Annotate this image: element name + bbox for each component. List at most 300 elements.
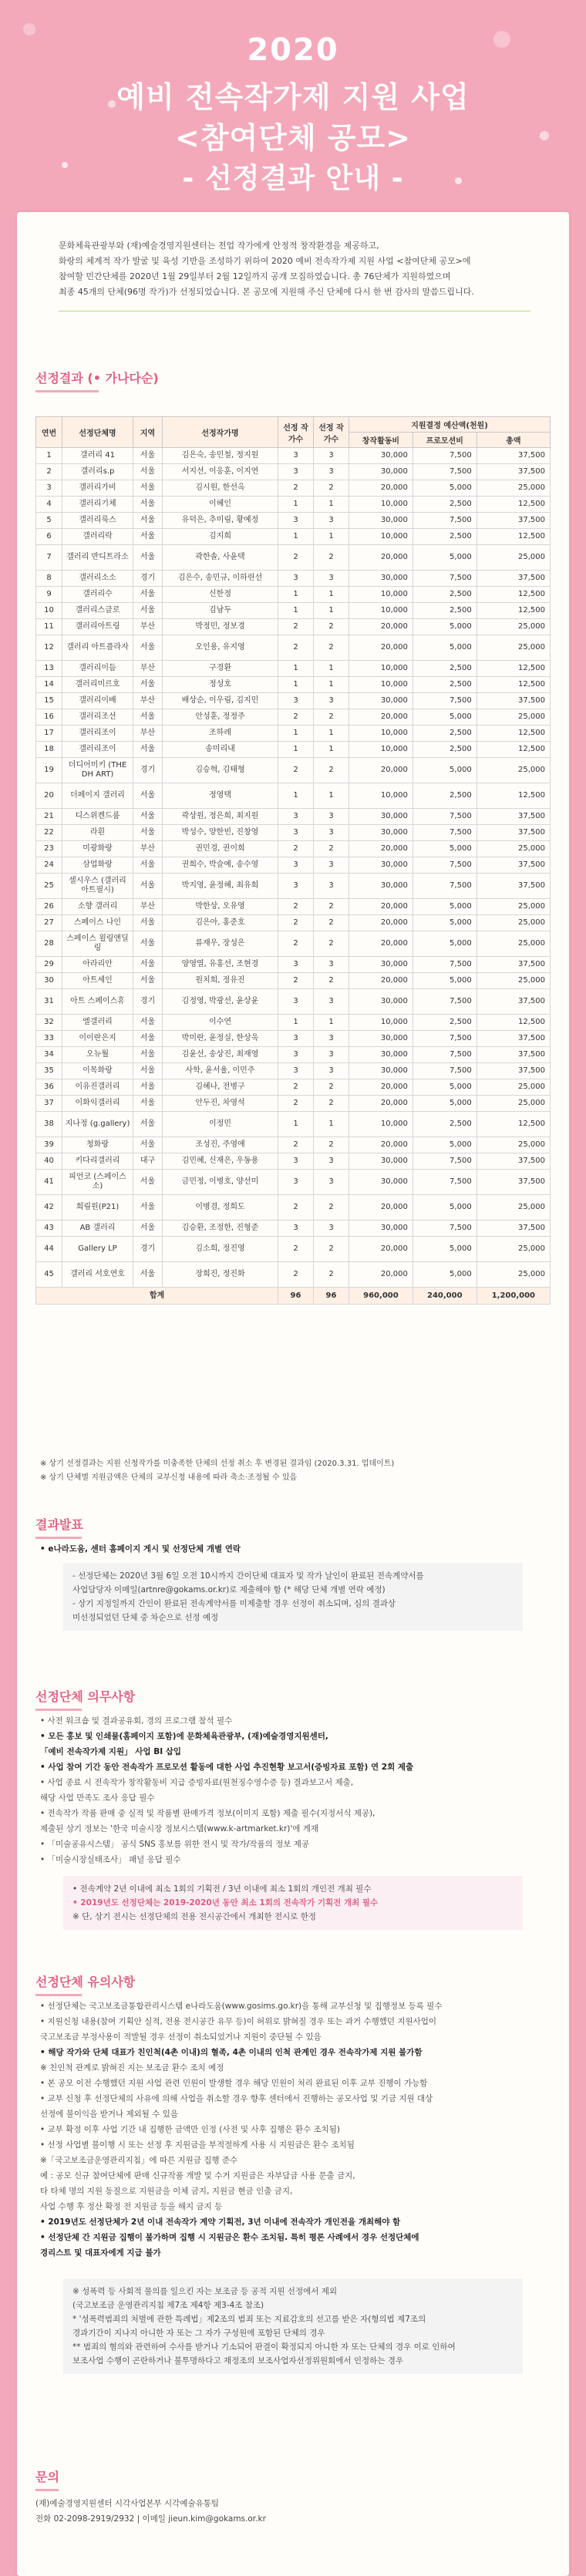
- cell-sel-writers: 2: [314, 1079, 349, 1096]
- cell-sel-writers: 1: [314, 1015, 349, 1031]
- cell-budget-c: 12,500: [477, 603, 550, 619]
- cell-artists: 류재우, 장성은: [163, 931, 278, 957]
- cell-artists: 김은숙, 송민철, 정지원: [163, 448, 278, 464]
- cell-budget-a: 10,000: [349, 661, 413, 677]
- cell-org: 미광화랑: [62, 841, 133, 857]
- cell-sel-writers: 2: [314, 1237, 349, 1262]
- col-budget-b: 프로모션비: [413, 433, 477, 448]
- cell-budget-b: 7,500: [413, 1170, 477, 1195]
- cell-budget-c: 25,000: [477, 841, 550, 857]
- table-row: [36, 1079, 551, 1096]
- cell-sel-writers: 3: [314, 513, 349, 529]
- cell-budget-b: 2,500: [413, 661, 477, 677]
- cell-no: 29: [36, 957, 62, 973]
- cell-org: 갤러리 41: [62, 448, 133, 464]
- matters-line: 해당 사업 만족도 조사 응답 필수: [40, 1793, 155, 1803]
- cell-budget-c: 37,500: [477, 1047, 550, 1063]
- cell-budget-a: 30,000: [349, 1047, 413, 1063]
- table-row: [36, 1015, 551, 1031]
- cell-sel-artists: 2: [278, 915, 314, 931]
- cell-budget-c: 12,500: [477, 1015, 550, 1031]
- cell-sel-writers: 3: [314, 957, 349, 973]
- cell-no: 45: [36, 1262, 62, 1288]
- table-row: [36, 809, 551, 825]
- cell-budget-c: 37,500: [477, 448, 550, 464]
- contact-title: 문의: [35, 2470, 59, 2484]
- cell-sel-artists: 2: [278, 480, 314, 497]
- cell-region: 부산: [133, 661, 163, 677]
- cell-artists: 김지희: [163, 529, 278, 545]
- cell-budget-c: 25,000: [477, 1096, 550, 1112]
- cell-budget-c: 37,500: [477, 809, 550, 825]
- cell-sel-writers: 1: [314, 587, 349, 603]
- cautions-line: • 선정단체 간 지원금 집행이 불가하며 집행 시 지원금은 환수 조치됨. 특히 평론 사례에서 경우 선정단체에: [40, 2233, 419, 2242]
- cell-org: 오뉴월: [62, 1047, 133, 1063]
- matters-line: • 「미술공유시스템」 공식 SNS 홍보를 위한 전시 및 작가/작품의 정보 제공: [40, 1840, 310, 1849]
- cell-artists: 김윤선, 송상진, 최재영: [163, 1047, 278, 1063]
- header-caption: - 선정결과 안내 -: [182, 163, 404, 194]
- cell-budget-b: 5,000: [413, 758, 477, 783]
- cell-budget-a: 20,000: [349, 1195, 413, 1221]
- cell-budget-b: 7,500: [413, 1221, 477, 1237]
- cell-budget-a: 20,000: [349, 480, 413, 497]
- table-row: [36, 1137, 551, 1153]
- cell-sel-artists: 3: [278, 1221, 314, 1237]
- cell-no: 27: [36, 915, 62, 931]
- cell-budget-c: 12,500: [477, 1112, 550, 1137]
- col-no: 연번: [36, 417, 62, 448]
- cautions-line: 선정에 불이익을 받거나 제외될 수 있음: [40, 2110, 178, 2119]
- cell-budget-c: 37,500: [477, 857, 550, 874]
- cautions-line: • 본 공모 이전 수행했던 지원 사업 관련 민원이 발생할 경우 해당 민원이 처리 완료된 이후 교부 진행이 가능함: [40, 2079, 428, 2088]
- table-row: [36, 677, 551, 693]
- cell-org: 청화랑: [62, 1137, 133, 1153]
- cell-budget-c: 37,500: [477, 513, 550, 529]
- cell-sel-artists: 2: [278, 1079, 314, 1096]
- cell-no: 44: [36, 1237, 62, 1262]
- cell-org: 라흰: [62, 825, 133, 841]
- cell-region: 서울: [133, 1096, 163, 1112]
- cell-org: 소향 갤러리: [62, 899, 133, 915]
- cell-artists: 신한정: [163, 587, 278, 603]
- cell-sel-writers: 2: [314, 1096, 349, 1112]
- cell-budget-c: 25,000: [477, 973, 550, 989]
- table-row: [36, 825, 551, 841]
- cell-region: 서울: [133, 931, 163, 957]
- cell-org: 이이란은지: [62, 1031, 133, 1047]
- cell-no: 8: [36, 571, 62, 587]
- results-table-body: [36, 448, 551, 1288]
- table-row: [36, 1237, 551, 1262]
- cell-artists: 양영열, 유홍선, 조현경: [163, 957, 278, 973]
- cell-sel-writers: 2: [314, 931, 349, 957]
- results-note: ※ 상기 단체별 지원금액은 단체의 교부신청 내용에 따라 축소·조정될 수 있음: [40, 1473, 298, 1482]
- cell-budget-b: 2,500: [413, 677, 477, 693]
- table-row: [36, 1031, 551, 1047]
- cautions-line: 타 타체 명의 지원 동질으로 지원금을 이체 금지, 지원금 현금 인출 금지,: [40, 2187, 293, 2196]
- cell-sel-artists: 2: [278, 973, 314, 989]
- cell-budget-a: 10,000: [349, 587, 413, 603]
- table-row: [36, 899, 551, 915]
- cell-budget-a: 10,000: [349, 529, 413, 545]
- cell-budget-a: 30,000: [349, 1063, 413, 1079]
- cell-org: 엘갤러리: [62, 1015, 133, 1031]
- cell-org: 갤러리락: [62, 529, 133, 545]
- cell-no: 16: [36, 709, 62, 726]
- table-row: [36, 1195, 551, 1221]
- cell-budget-b: 5,000: [413, 1137, 477, 1153]
- table-row: [36, 973, 551, 989]
- cell-sel-artists: 2: [278, 1262, 314, 1288]
- cell-no: 31: [36, 989, 62, 1015]
- cell-no: 42: [36, 1195, 62, 1221]
- table-row: [36, 1047, 551, 1063]
- cell-org: 더디어미키 (THE DH ART): [62, 758, 133, 783]
- header-title: 예비 전속작가제 지원 사업: [116, 80, 470, 114]
- cell-artists: 김승환, 조정한, 진형준: [163, 1221, 278, 1237]
- cell-artists: 권민경, 권이희: [163, 841, 278, 857]
- cell-region: 부산: [133, 693, 163, 709]
- cell-budget-c: 37,500: [477, 693, 550, 709]
- cell-org: 지나정 (g.gallery): [62, 1112, 133, 1137]
- cell-org: 갤러리s.p: [62, 464, 133, 480]
- cell-sel-artists: 3: [278, 464, 314, 480]
- cautions-title: 선정단체 유의사항: [35, 1975, 136, 1989]
- cell-sel-writers: 1: [314, 497, 349, 513]
- cell-budget-c: 37,500: [477, 1221, 550, 1237]
- cell-region: 서울: [133, 1079, 163, 1096]
- table-row: [36, 1170, 551, 1195]
- cell-no: 35: [36, 1063, 62, 1079]
- cell-artists: 김남두: [163, 603, 278, 619]
- cell-artists: 오인용, 유지영: [163, 635, 278, 661]
- cell-sel-writers: 2: [314, 619, 349, 635]
- intro-line: 최종 45개의 단체(96명 작가)가 선정되었습니다. 본 공모에 지원해 주신 단체에 다시 한 번 감사의 말씀드립니다.: [59, 287, 474, 297]
- cell-region: 서울: [133, 1031, 163, 1047]
- cell-sel-writers: 1: [314, 529, 349, 545]
- cell-budget-b: 2,500: [413, 783, 477, 809]
- cautions-note: ** 범죄의 혐의와 관련하여 수사를 받거나 기소되어 판결이 확정되지 아니한 자 또는 단체의 경우 이로 인하여: [72, 2342, 456, 2352]
- cell-region: 부산: [133, 726, 163, 742]
- cell-sel-writers: 3: [314, 874, 349, 899]
- cautions-heading: [35, 1972, 135, 1996]
- cell-sel-writers: 1: [314, 661, 349, 677]
- cell-no: 39: [36, 1137, 62, 1153]
- cell-org: 갤러리조이: [62, 742, 133, 758]
- cell-org: 더페이지 갤러리: [62, 783, 133, 809]
- cell-budget-a: 30,000: [349, 874, 413, 899]
- announce-box: [63, 1563, 523, 1631]
- cell-artists: 사학, 윤서율, 이민주: [163, 1063, 278, 1079]
- announce-line: • e나라도움, 센터 홈페이지 게시 및 선정단체 개별 연락: [40, 1544, 241, 1554]
- cell-budget-a: 30,000: [349, 1221, 413, 1237]
- cautions-line: ※「국고보조금운영관리지침」에 따른 지원금 집행 준수: [40, 2156, 238, 2165]
- cautions-line: • 지원신청 내용(참여 기획안 실적, 전용 전시공간 유무 등)이 허위로 밝혀질 경우 또는 과거 수행했던 지원사업이: [40, 2017, 437, 2026]
- cell-region: 부산: [133, 899, 163, 915]
- cell-sel-artists: 3: [278, 513, 314, 529]
- cell-budget-b: 7,500: [413, 571, 477, 587]
- cell-budget-a: 10,000: [349, 783, 413, 809]
- cell-org: 갤러리미르호: [62, 677, 133, 693]
- cell-budget-b: 5,000: [413, 709, 477, 726]
- cell-budget-c: 37,500: [477, 1063, 550, 1079]
- cell-org: 아트세인: [62, 973, 133, 989]
- announce-body: [40, 1541, 546, 1557]
- cell-no: 14: [36, 677, 62, 693]
- cell-no: 43: [36, 1221, 62, 1237]
- cell-org: 이화익갤러리: [62, 1096, 133, 1112]
- cell-org: 갤러리스클로: [62, 603, 133, 619]
- cell-no: 41: [36, 1170, 62, 1195]
- cell-budget-c: 37,500: [477, 1170, 550, 1195]
- cautions-line: 국고보조금 부정사용이 적발될 경우 선정이 취소되었거나 지원이 중단될 수 있음: [40, 2032, 322, 2042]
- cell-budget-c: 25,000: [477, 1262, 550, 1288]
- intro-text: [59, 238, 530, 311]
- cell-sel-artists: 3: [278, 1031, 314, 1047]
- cautions-line: 사업 수행 후 정산 확정 전 지원금 등을 해지 금지 등: [40, 2202, 223, 2211]
- cell-artists: 정성호: [163, 677, 278, 693]
- cell-budget-b: 7,500: [413, 513, 477, 529]
- cell-sel-writers: 1: [314, 603, 349, 619]
- cell-region: 서울: [133, 1112, 163, 1137]
- cell-artists: 곽상원, 정은희, 최지원: [163, 809, 278, 825]
- cell-org: AB 갤러리: [62, 1221, 133, 1237]
- cell-sel-artists: 1: [278, 726, 314, 742]
- cell-artists: 장희진, 정진화: [163, 1262, 278, 1288]
- cell-budget-c: 25,000: [477, 1195, 550, 1221]
- table-row: [36, 1096, 551, 1112]
- cell-sel-writers: 3: [314, 693, 349, 709]
- cell-budget-b: 5,000: [413, 841, 477, 857]
- cell-org: Gallery LP: [62, 1237, 133, 1262]
- cell-artists: 권희수, 박슬예, 송수영: [163, 857, 278, 874]
- cell-budget-a: 20,000: [349, 635, 413, 661]
- cell-org: 피언코 (스페이스소): [62, 1170, 133, 1195]
- cell-org: 갤러리 서호연호: [62, 1262, 133, 1288]
- cell-region: 서울: [133, 635, 163, 661]
- cell-budget-b: 2,500: [413, 742, 477, 758]
- cell-no: 24: [36, 857, 62, 874]
- cell-sel-writers: 2: [314, 635, 349, 661]
- cell-region: 서울: [133, 742, 163, 758]
- col-artists: 선정작가명: [163, 417, 278, 448]
- matters-line: 제출된 상기 정보는 '한국 미술시장 정보시스템(www.k-artmarket.kr)'에 게재: [40, 1824, 319, 1834]
- cell-org: 키다리갤러리: [62, 1153, 133, 1170]
- cell-sel-writers: 3: [314, 809, 349, 825]
- cell-budget-c: 25,000: [477, 709, 550, 726]
- content-paper: [17, 212, 569, 2576]
- cell-no: 30: [36, 973, 62, 989]
- cell-no: 19: [36, 758, 62, 783]
- cell-budget-b: 7,500: [413, 1047, 477, 1063]
- matters-line: • 사업 종료 시 전속작가 창작활동비 지급 증빙자료(원천징수영수증 등) 결과보고서 제출,: [40, 1778, 354, 1787]
- cell-no: 23: [36, 841, 62, 857]
- cell-budget-a: 20,000: [349, 1237, 413, 1262]
- cell-org: 갤러리아트링: [62, 619, 133, 635]
- cell-budget-a: 10,000: [349, 497, 413, 513]
- cell-budget-b: 7,500: [413, 693, 477, 709]
- cell-no: 36: [36, 1079, 62, 1096]
- cell-budget-a: 10,000: [349, 603, 413, 619]
- cautions-line: 경리스트 및 대표자에게 지급 불가: [40, 2248, 161, 2258]
- matters-line: • 사업 참여 기간 동안 전속작가 프로모션 활동에 대한 사업 추진현황 보고서(증빙자료 포함) 연 2회 제출: [40, 1763, 414, 1772]
- cell-region: 서울: [133, 825, 163, 841]
- table-row: [36, 874, 551, 899]
- cell-budget-a: 30,000: [349, 464, 413, 480]
- cell-budget-c: 37,500: [477, 957, 550, 973]
- matters-box: [63, 1876, 523, 1930]
- cell-budget-a: 20,000: [349, 899, 413, 915]
- cell-budget-b: 5,000: [413, 1237, 477, 1262]
- cell-no: 28: [36, 931, 62, 957]
- cell-region: 경기: [133, 989, 163, 1015]
- table-row: [36, 480, 551, 497]
- cell-sel-writers: 2: [314, 1137, 349, 1153]
- cell-sel-writers: 3: [314, 989, 349, 1015]
- cell-budget-c: 37,500: [477, 874, 550, 899]
- table-row: [36, 857, 551, 874]
- matters-title: 선정단체 의무사항: [35, 1689, 136, 1704]
- cell-region: 서울: [133, 545, 163, 571]
- results-heading: [35, 369, 159, 392]
- cell-budget-b: 7,500: [413, 1153, 477, 1170]
- cell-budget-c: 37,500: [477, 464, 550, 480]
- cell-budget-c: 12,500: [477, 661, 550, 677]
- cell-budget-c: 12,500: [477, 677, 550, 693]
- cell-sel-writers: 1: [314, 1112, 349, 1137]
- cell-budget-a: 30,000: [349, 1031, 413, 1047]
- cautions-line: ※ 친인척 관계로 밝혀진 지는 보조금 환수 조치 예정: [40, 2063, 224, 2073]
- cell-budget-c: 37,500: [477, 1031, 550, 1047]
- cell-budget-b: 5,000: [413, 1195, 477, 1221]
- cell-region: 서울: [133, 1015, 163, 1031]
- cell-artists: 송미리내: [163, 742, 278, 758]
- cell-sel-writers: 3: [314, 571, 349, 587]
- cell-sel-artists: 3: [278, 1170, 314, 1195]
- cell-org: 아라리안: [62, 957, 133, 973]
- table-row: [36, 726, 551, 742]
- col-sel-writers: 선정 작가수: [314, 417, 349, 448]
- cell-sel-writers: 1: [314, 726, 349, 742]
- cell-artists: 이수연: [163, 1015, 278, 1031]
- cell-no: 12: [36, 635, 62, 661]
- results-legend: (• 가나다순): [87, 371, 159, 386]
- cell-sel-artists: 3: [278, 809, 314, 825]
- cell-no: 10: [36, 603, 62, 619]
- cell-sel-artists: 3: [278, 957, 314, 973]
- matters-body: [40, 1713, 546, 1867]
- heading-underline: [35, 2489, 59, 2491]
- cell-budget-c: 25,000: [477, 758, 550, 783]
- cell-artists: 서지선, 이응훈, 이지연: [163, 464, 278, 480]
- cell-budget-a: 10,000: [349, 1015, 413, 1031]
- cautions-line: • 교부 확정 이후 사업 기간 내 집행한 금액만 인정 (사전 및 사후 집행은 환수 조치됨): [40, 2125, 341, 2134]
- cell-budget-b: 7,500: [413, 825, 477, 841]
- cell-budget-b: 5,000: [413, 635, 477, 661]
- cell-region: 서울: [133, 448, 163, 464]
- cell-budget-a: 20,000: [349, 915, 413, 931]
- cell-budget-b: 5,000: [413, 619, 477, 635]
- cell-budget-b: 5,000: [413, 899, 477, 915]
- cell-no: 37: [36, 1096, 62, 1112]
- announce-line: - 선정단체는 2020년 3월 6일 오전 10시까지 간이단체 대표자 및 작가 날인이 완료된 전속계약서를: [72, 1571, 424, 1581]
- cell-budget-a: 20,000: [349, 619, 413, 635]
- cell-region: 서울: [133, 480, 163, 497]
- cell-budget-a: 30,000: [349, 448, 413, 464]
- cell-org: 디스위켄드룸: [62, 809, 133, 825]
- cautions-note: (국고보조금 운영관리지침 제7조 제4항 제3-4조 참조): [72, 2301, 264, 2310]
- cell-no: 34: [36, 1047, 62, 1063]
- cell-budget-b: 2,500: [413, 603, 477, 619]
- cautions-line: • 2019년도 선정단체가 2년 이내 전속작가 계약 기획전, 3년 이내에 전속작가 개인전을 개최해야 함: [40, 2217, 401, 2227]
- cell-budget-a: 10,000: [349, 726, 413, 742]
- cell-sel-writers: 3: [314, 464, 349, 480]
- cell-artists: 이정민: [163, 1112, 278, 1137]
- cell-sel-writers: 2: [314, 841, 349, 857]
- cell-budget-c: 12,500: [477, 529, 550, 545]
- cell-sel-artists: 2: [278, 545, 314, 571]
- cell-budget-b: 7,500: [413, 809, 477, 825]
- matters-line: 「예비 전속작가제 지원」 사업 BI 삽입: [40, 1747, 182, 1756]
- matters-line: • 사전 워크숍 및 결과공유회, 경의 프로그램 참석 필수: [40, 1716, 233, 1726]
- cell-budget-b: 2,500: [413, 726, 477, 742]
- cell-budget-c: 37,500: [477, 1153, 550, 1170]
- contact-body: [35, 2496, 266, 2527]
- cell-artists: 곽한솔, 사윤택: [163, 545, 278, 571]
- cell-org: 스페이스 나인: [62, 915, 133, 931]
- cell-sel-writers: 2: [314, 709, 349, 726]
- announce-title: 결과발표: [35, 1517, 83, 1532]
- cell-no: 17: [36, 726, 62, 742]
- cell-artists: 박한상, 오유영: [163, 899, 278, 915]
- cell-budget-a: 20,000: [349, 1137, 413, 1153]
- cell-sel-artists: 3: [278, 825, 314, 841]
- cell-budget-c: 37,500: [477, 989, 550, 1015]
- cell-budget-b: 2,500: [413, 497, 477, 513]
- cell-sel-artists: 1: [278, 783, 314, 809]
- cell-sel-artists: 2: [278, 899, 314, 915]
- table-row: [36, 742, 551, 758]
- cell-artists: 김소희, 정진영: [163, 1237, 278, 1262]
- cell-org: 아트 스페이스휴: [62, 989, 133, 1015]
- cell-region: 서울: [133, 1221, 163, 1237]
- cell-budget-b: 5,000: [413, 545, 477, 571]
- cell-sel-artists: 2: [278, 931, 314, 957]
- table-row: [36, 545, 551, 571]
- cell-budget-a: 30,000: [349, 989, 413, 1015]
- cell-no: 1: [36, 448, 62, 464]
- cell-budget-b: 7,500: [413, 1031, 477, 1047]
- cell-artists: 김민혜, 신재은, 우동용: [163, 1153, 278, 1170]
- cell-sel-artists: 1: [278, 677, 314, 693]
- cell-budget-a: 30,000: [349, 1170, 413, 1195]
- table-row: [36, 758, 551, 783]
- cell-budget-a: 10,000: [349, 677, 413, 693]
- page-header: [0, 0, 586, 200]
- cell-sel-artists: 3: [278, 874, 314, 899]
- cautions-note: * '성폭력범죄의 처벌에 관한 특례법」제2조의 범죄 또는 지료감호의 선고를 받은 자(형의법 제7조의: [72, 2315, 426, 2324]
- cell-budget-b: 5,000: [413, 931, 477, 957]
- cell-budget-a: 20,000: [349, 545, 413, 571]
- cell-artists: 구경환: [163, 661, 278, 677]
- table-row: [36, 957, 551, 973]
- contact-line[interactable]: 전화 02-2098-2919/2932 | 이메일 jieun.kim@gokams.or.kr: [35, 2514, 266, 2524]
- heading-underline: [35, 1537, 82, 1539]
- announce-line: 사업담당자 이메일(artnre@gokams.or.kr)로 제출해야 함 (* 해당 단체 개별 연락 예정): [72, 1585, 386, 1594]
- announce-line: 미선정되었던 단체 중 차순으로 선정 예정: [72, 1613, 219, 1622]
- cell-sel-writers: 3: [314, 825, 349, 841]
- cautions-line: • 해당 작가와 단체 대표가 친인척(4촌 이내)의 혈족, 4촌 이내의 인척 관계인 경우 전속작가제 지원 불가함: [40, 2048, 423, 2057]
